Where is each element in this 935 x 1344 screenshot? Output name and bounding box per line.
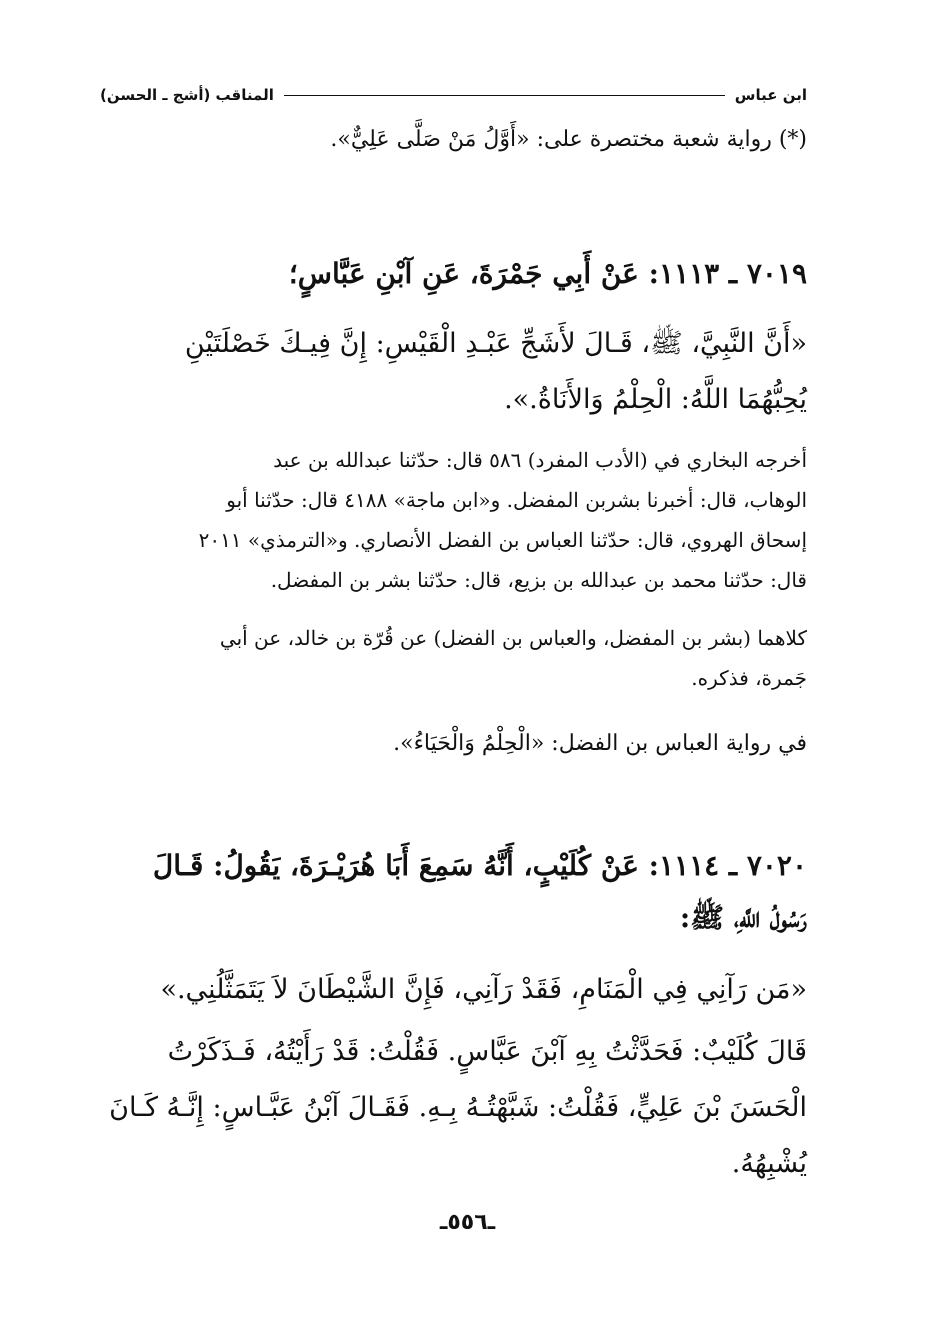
- hadith-7019-matn: [100, 316, 807, 428]
- matn-line: «مَن رَآنِي فِي الْمَنَامِ، فَقَدْ رَآنِي، فَإِنَّ الشَّيْطَانَ لاَ يَتَمَثَّلُنِي.»: [160, 974, 807, 1005]
- takhrij-line: الوهاب، قال: أخبرنا بشربن المفضل. و«ابن ماجة» ٤١٨٨ قال: حدّثنا أبو: [226, 488, 807, 512]
- matn-line: يُشْبِهُهُ.: [731, 1148, 807, 1179]
- matn-line: «أَنَّ النَّبِيَّ، ﷺ، قَـالَ لأَشَجِّ عَبْـدِ الْقَيْسِ: إِنَّ فِيـكَ خَصْلَتَيْنِ: [184, 328, 807, 359]
- matn-line: قَالَ كُلَيْبٌ: فَحَدَّثْتُ بِهِ آبْنَ عَبَّاسٍ. فَقُلْتُ: قَدْ رَأَيْتُهُ، فَـذَكَرْتُ: [167, 1036, 807, 1067]
- hadith-7019-both-chains: [100, 618, 807, 698]
- hadith-7019-takhrij: [100, 440, 807, 600]
- takhrij-line: جَمرة، فذكره.: [691, 666, 807, 690]
- hadith-heading-line: رَسُولُ اللَّهِ، ﷺ:: [679, 901, 807, 934]
- page-number: ـ٥٥٦ـ: [439, 1210, 496, 1235]
- hadith-heading-line: ٧٠٢٠ ـ ١١١٤: عَنْ كُلَيْبٍ، أَنَّهُ سَمِعَ أَبَا هُرَيْـرَةَ، يَقُولُ: قَـالَ: [152, 849, 807, 882]
- header-chapter-title: المناقب (أشج ـ الحسن): [100, 86, 274, 104]
- header-rule: [284, 95, 725, 96]
- matn-line: يُحِبُّهُمَا اللَّهُ: الْحِلْمُ وَالأَنَاةُ.».: [504, 384, 807, 415]
- takhrij-line: كلاهما (بشر بن المفضل، والعباس بن الفضل) عن قُرّة بن خالد، عن أبي: [219, 626, 807, 650]
- footnote-shuba: [100, 122, 807, 158]
- variant-line: في رواية العباس بن الفضل: «الْحِلْمُ وَالْحَيَاءُ».: [393, 731, 807, 756]
- hadith-7020-heading: [100, 840, 807, 944]
- hadith-heading-line: ٧٠١٩ ـ ١١١٣: عَنْ أَبِي جَمْرَةَ، عَنِ آبْنِ عَبَّاسٍ؛: [288, 257, 807, 290]
- takhrij-line: أخرجه البخاري في (الأدب المفرد) ٥٨٦ قال: حدّثنا عبدالله بن عبد: [273, 448, 807, 472]
- footnote-text: (*) رواية شعبة مختصرة على: «أَوَّلُ مَنْ صَلَّى عَلِيٌّ».: [330, 127, 807, 152]
- running-header: [100, 82, 807, 108]
- header-section-title: ابن عباس: [734, 86, 807, 104]
- hadith-7019-variant: [100, 724, 807, 764]
- hadith-7020-matn: [100, 962, 807, 1018]
- hadith-7019-heading: [100, 248, 807, 300]
- takhrij-line: إسحاق الهروي، قال: حدّثنا العباس بن الفضل الأنصاري. و«الترمذي» ٢٠١١: [198, 528, 807, 552]
- takhrij-line: قال: حدّثنا محمد بن عبدالله بن بزيع، قال: حدّثنا بشر بن المفضل.: [270, 568, 807, 592]
- matn-line: الْحَسَنَ بْنَ عَلِيٍّ، فَقُلْتُ: شَبَّهْتُـهُ بِـهِ. فَقَـالَ آبْنُ عَبَّـاسٍ: إِنَّـهُ كَـانَ: [109, 1092, 807, 1123]
- hadith-7020-kulayb: [100, 1024, 807, 1192]
